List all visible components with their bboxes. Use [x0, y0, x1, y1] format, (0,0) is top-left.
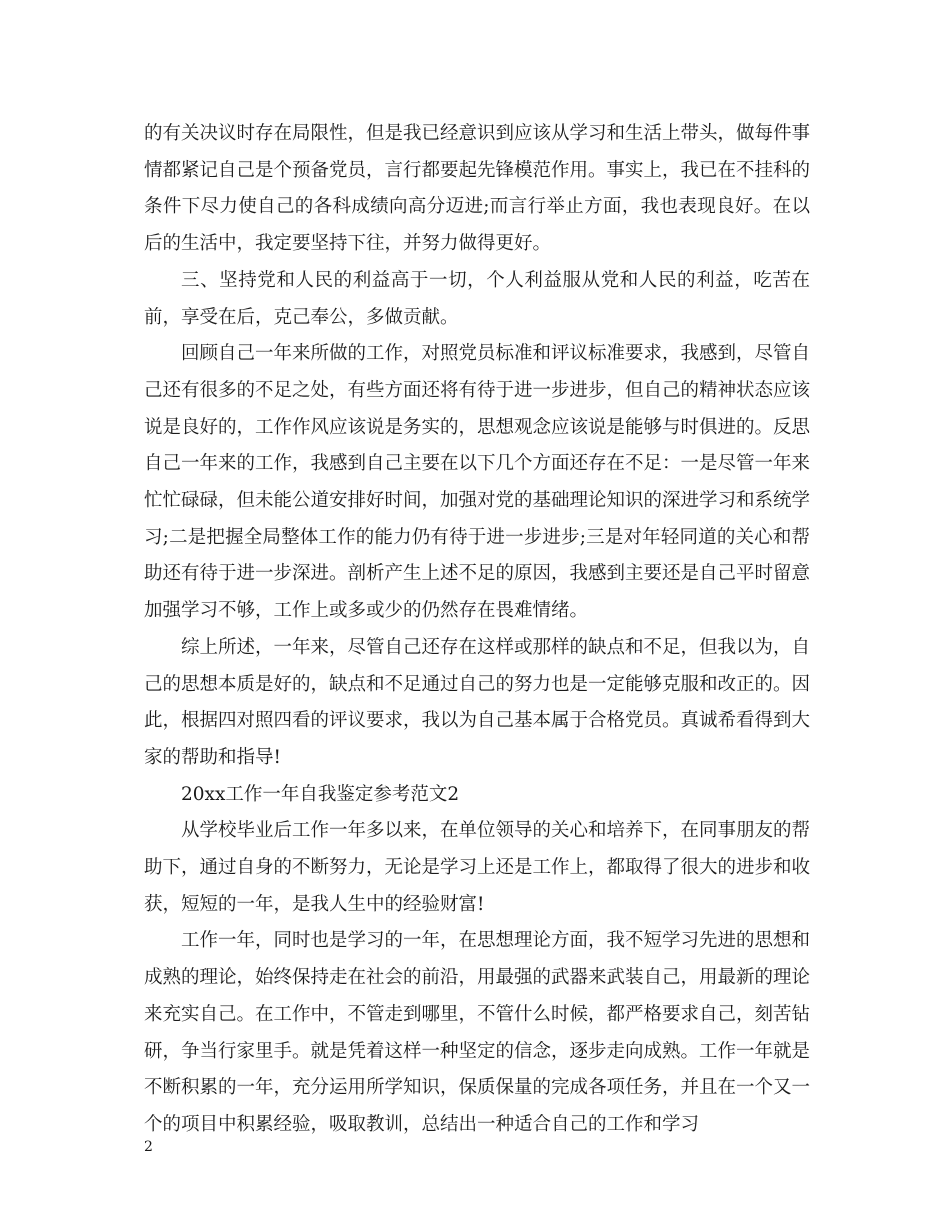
page-number: 2: [144, 1139, 153, 1155]
paragraph-section-three: 三、坚持党和人民的利益高于一切，个人利益服从党和人民的利益，吃苦在前，享受在后，克己奉公，多做贡献。: [144, 269, 810, 328]
document-body: [144, 116, 810, 1144]
section-heading: 20xx工作一年自我鉴定参考范文2: [181, 783, 460, 805]
paragraph-summary: 综上所述，一年来，尽管自己还存在这样或那样的缺点和不足，但我以为，自己的思想本质是好的，缺点和不足通过自己的努力也是一定能够克服和改正的。因此，根据四对照四看的评议要求，我以为自己基本属于合格党员。真诚希看得到大家的帮助和指导!: [144, 636, 811, 768]
paragraph-review: 回顾自己一年来所做的工作，对照党员标准和评议标准要求，我感到，尽管自己还有很多的不足之处，有些方面还将有待于进一步进步，但自己的精神状态应该说是良好的，工作作风应该说是务实的，思想观念应该说是能够与时俱进的。反思自己一年来的工作，我感到自己主要在以下几个方面还存在不足：一是尽管一年来忙忙碌碌，但未能公道安排好时间，加强对党的基础理论知识的深进学习和系统学习;二是把握全局整体工作的能力仍有待于进一步进步;三是对年轻同道的关心和帮助还有待于进一步深进。剖析产生上述不足的原因，我感到主要还是自己平时留意加强学习不够，工作上或多或少的仍然存在畏难情绪。: [144, 343, 811, 622]
paragraph-intro: 从学校毕业后工作一年多以来，在单位领导的关心和培养下，在同事朋友的帮助下，通过自身的不断努力，无论是学习上还是工作上，都取得了很大的进步和收获，短短的一年，是我人生中的经验财富!: [144, 820, 811, 915]
paragraph-work-year: 工作一年，同时也是学习的一年，在思想理论方面，我不短学习先进的思想和成熟的理论，始终保持走在社会的前沿，用最强的武器来武装自己，用最新的理论来充实自己。在工作中，不管走到哪里，不管什么时候，都严格要求自己，刻苦钻研，争当行家里手。就是凭着这样一种坚定的信念，逐步走向成熟。工作一年就是不断积累的一年，充分运用所学知识，保质保量的完成各项任务，并且在一个又一个的项目中积累经验，吸取教训，总结出一种适合自己的工作和学习: [144, 930, 811, 1135]
paragraph-continued: 的有关决议时存在局限性，但是我已经意识到应该从学习和生活上带头，做每件事情都紧记自己是个预备党员，言行都要起先锋模范作用。事实上，我已在不挂科的条件下尽力使自己的各科成绩向高分迈进;而言行举止方面，我也表现良好。在以后的生活中，我定要坚持下往，并努力做得更好。: [144, 123, 811, 255]
